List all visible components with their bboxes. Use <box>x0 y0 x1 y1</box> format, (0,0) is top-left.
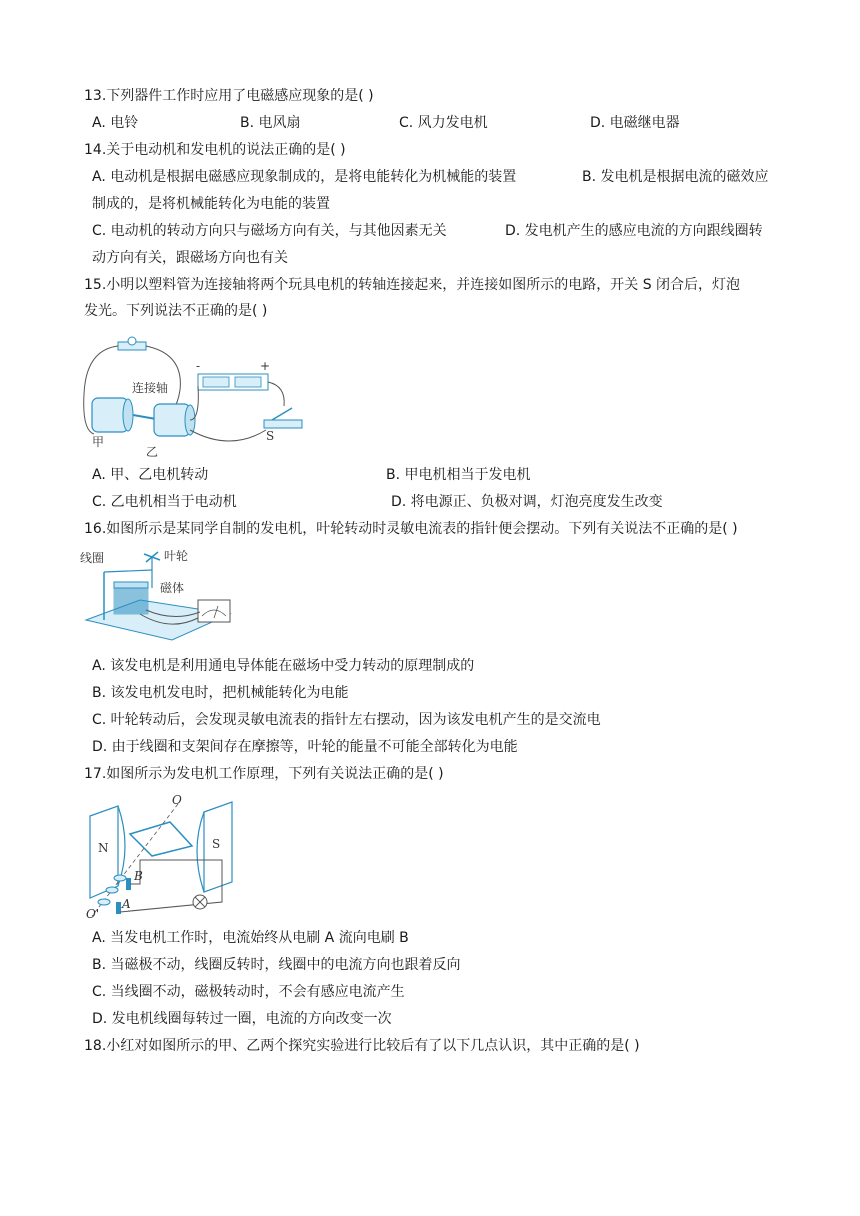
figure-label-jia: 甲 <box>92 435 105 449</box>
figure-label-magnet: 磁体 <box>160 581 185 595</box>
question-14-option-b: B. 发电机是根据电流的磁效应 <box>582 169 769 185</box>
question-14-option-b-cont: 制成的，是将机械能转化为电能的装置 <box>92 196 330 212</box>
question-17-option-d: D. 发电机线圈每转过一圈，电流的方向改变一次 <box>92 1011 392 1027</box>
question-15-figure <box>80 334 310 459</box>
question-15-option-a: A. 甲、乙电机转动 <box>92 467 209 483</box>
question-14-option-c: C. 电动机的转动方向只与磁场方向有关，与其他因素无关 <box>92 223 447 239</box>
figure-label-o-top: O <box>172 794 182 807</box>
question-14-option-d: D. 发电机产生的感应电流的方向跟线圈转 <box>505 223 763 239</box>
figure-label-south: S <box>212 837 221 851</box>
figure-label-yi: 乙 <box>146 445 159 459</box>
figure-label-o-bottom: O' <box>86 907 100 921</box>
question-18-stem: 18.小红对如图所示的甲、乙两个探究实验进行比较后有了以下几点认识，其中正确的是( ) <box>84 1038 640 1054</box>
question-15-stem-line1: 15.小明以塑料管为连接轴将两个玩具电机的转轴连接起来，并连接如图所示的电路，开关 S 闭合后，灯泡 <box>84 277 741 293</box>
question-13-option-b: B. 电风扇 <box>240 115 301 131</box>
question-14-option-d-cont: 动方向有关，跟磁场方向也有关 <box>92 250 288 266</box>
question-16-figure <box>80 548 240 646</box>
question-15-option-d: D. 将电源正、负极对调，灯泡亮度发生改变 <box>391 494 663 510</box>
question-16-stem: 16.如图所示是某同学自制的发电机，叶轮转动时灵敏电流表的指针便会摆动。下列有关说法不正确的是( ) <box>84 521 738 537</box>
figure-label-brush-a: A <box>122 897 131 911</box>
question-17-figure <box>80 794 252 922</box>
figure-label-impeller: 叶轮 <box>164 549 189 563</box>
question-16-option-a: A. 该发电机是利用通电导体能在磁场中受力转动的原理制成的 <box>92 658 475 674</box>
figure-label-north: N <box>98 841 109 855</box>
figure-label-brush-b: B <box>134 869 143 883</box>
figure-label-coil: 线圈 <box>80 551 105 565</box>
question-17-stem: 17.如图所示为发电机工作原理，下列有关说法正确的是( ) <box>84 766 444 782</box>
question-14-option-a: A. 电动机是根据电磁感应现象制成的，是将电能转化为机械能的装置 <box>92 169 517 185</box>
question-17-option-c: C. 当线圈不动，磁极转动时，不会有感应电流产生 <box>92 984 405 1000</box>
question-15-stem-line2: 发光。下列说法不正确的是( ) <box>84 303 268 319</box>
question-16-option-c: C. 叶轮转动后，会发现灵敏电流表的指针左右摆动，因为该发电机产生的是交流电 <box>92 712 601 728</box>
question-17-option-b: B. 当磁极不动，线圈反转时，线圈中的电流方向也跟着反向 <box>92 957 461 973</box>
question-13-option-d: D. 电磁继电器 <box>590 115 680 131</box>
question-16-option-d: D. 由于线圈和支架间存在摩擦等，叶轮的能量不可能全部转化为电能 <box>92 739 518 755</box>
question-13-option-a: A. 电铃 <box>92 115 139 131</box>
question-13-stem: 13.下列器件工作时应用了电磁感应现象的是( ) <box>84 88 374 104</box>
figure-label-plus: + <box>260 359 271 373</box>
question-15-option-c: C. 乙电机相当于电动机 <box>92 494 237 510</box>
figure-label-axis: 连接轴 <box>132 381 169 395</box>
question-15-option-b: B. 甲电机相当于发电机 <box>386 467 531 483</box>
question-13-option-c: C. 风力发电机 <box>399 115 488 131</box>
question-17-option-a: A. 当发电机工作时，电流始终从电刷 A 流向电刷 B <box>92 930 409 946</box>
figure-label-switch: S <box>266 429 275 443</box>
figure-label-minus: - <box>196 359 201 373</box>
question-14-stem: 14.关于电动机和发电机的说法正确的是( ) <box>84 142 346 158</box>
question-16-option-b: B. 该发电机发电时，把机械能转化为电能 <box>92 685 349 701</box>
